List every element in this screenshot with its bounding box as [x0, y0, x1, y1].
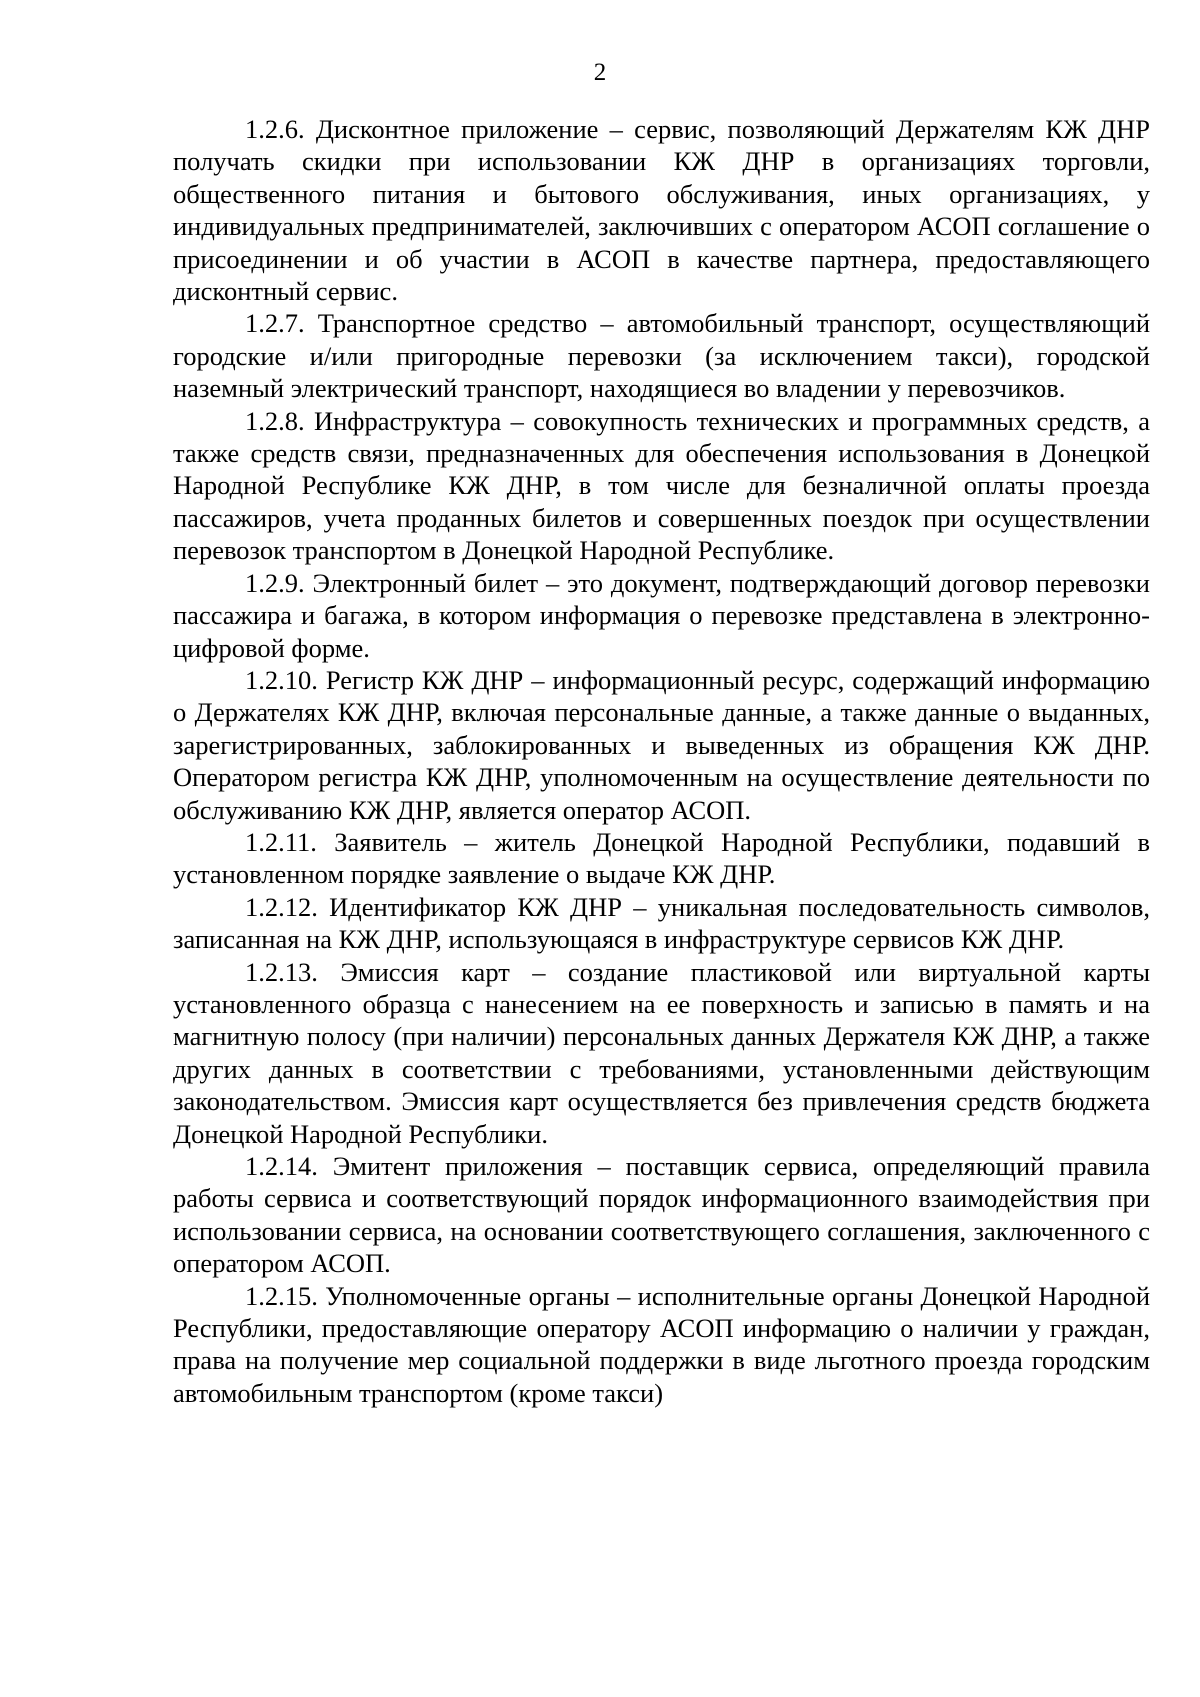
clause-text: Регистр КЖ ДНР – информационный ресурс, содержащий информацию о Держателях КЖ ДНР, включая персональные данные, а также данные о выданных, зарегистрированных, заблокированных и выведенных из обращения КЖ ДНР. Оператором регистра КЖ ДНР, уполномоченным на осуществление деятельности по обслуживанию КЖ ДНР, является оператор АСОП. [173, 664, 1150, 825]
clause-number: 1.2.6. [245, 114, 305, 144]
clause-text: Заявитель – житель Донецкой Народной Республики, подавший в установленном порядке заявление о выдаче КЖ ДНР. [173, 826, 1150, 890]
clause-text: Уполномоченные органы – исполнительные органы Донецкой Народной Республики, предоставляющие оператору АСОП информацию о наличии у граждан, права на получение мер социальной поддержки в виде льготного проезда городским автомобильным транспортом (кроме такси) [173, 1280, 1151, 1408]
paragraph-1-2-10 [173, 664, 1150, 826]
clause-number: 1.2.7. [245, 308, 305, 339]
paragraph-1-2-6 [173, 113, 1150, 307]
clause-number: 1.2.11. [245, 826, 317, 857]
clause-number: 1.2.10. [245, 664, 318, 695]
paragraph-1-2-7 [173, 307, 1150, 404]
clause-text: Дисконтное приложение – сервис, позволяющий Держателям КЖ ДНР получать скидки при использовании КЖ ДНР в организациях торговли, общественного питания и бытового обслуживания, иных организациях, у индивидуальных предпринимателей, заключивших с оператором АСОП соглашение о присоединении и об участии в АСОП в качестве партнера, предоставляющего дисконтный сервис. [173, 114, 1151, 307]
clause-number: 1.2.13. [245, 956, 318, 987]
clause-text: Идентификатор КЖ ДНР – уникальная последовательность символов, записанная на КЖ ДНР, использующаяся в инфраструктуре сервисов КЖ ДНР. [173, 891, 1151, 955]
clause-text: Эмитент приложения – поставщик сервиса, определяющий правила работы сервиса и соответствующий порядок информационного взаимодействия при использовании сервиса, на основании соответствующего соглашения, заключенного с оператором АСОП. [173, 1151, 1151, 1279]
clause-number: 1.2.8. [245, 405, 305, 436]
page-number: 2 [593, 59, 607, 86]
paragraph-1-2-15 [173, 1280, 1150, 1410]
document-body [173, 113, 1150, 1409]
paragraph-1-2-13 [173, 956, 1150, 1150]
clause-number: 1.2.14. [245, 1151, 318, 1181]
clause-number: 1.2.12. [245, 891, 318, 922]
paragraph-1-2-12 [173, 891, 1150, 956]
clause-number: 1.2.15. [245, 1280, 318, 1311]
clause-text: Эмиссия карт – создание пластиковой или виртуальной карты установленного образца с нанесением на ее поверхность и записью в память и на магнитную полосу (при наличии) персональных данных Держателя КЖ ДНР, а также других данных в соответствии с требованиями, установленными действующим законодательством. Эмиссия карт осуществляется без привлечения средств бюджета Донецкой Народной Республики. [173, 956, 1150, 1149]
clause-text: Электронный билет – это документ, подтверждающий договор перевозки пассажира и багажа, в котором информация о перевозке представлена в электронно-цифровой форме. [173, 567, 1150, 663]
clause-text: Инфраструктура – совокупность технических и программных средств, а также средств связи, предназначенных для обеспечения использования в Донецкой Народной Республике КЖ ДНР, в том числе для безналичной оплаты проезда пассажиров, учета проданных билетов и совершенных поездок при осуществлении перевозок транспортом в Донецкой Народной Республике. [173, 405, 1151, 566]
paragraph-1-2-11 [173, 826, 1150, 891]
paragraph-1-2-8 [173, 405, 1150, 567]
paragraph-1-2-14 [173, 1150, 1150, 1280]
paragraph-1-2-9 [173, 567, 1150, 664]
clause-text: Транспортное средство – автомобильный транспорт, осуществляющий городские и/или пригородные перевозки (за исключением такси), городской наземный электрический транспорт, находящиеся во владении у перевозчиков. [173, 308, 1150, 404]
clause-number: 1.2.9. [245, 567, 305, 598]
